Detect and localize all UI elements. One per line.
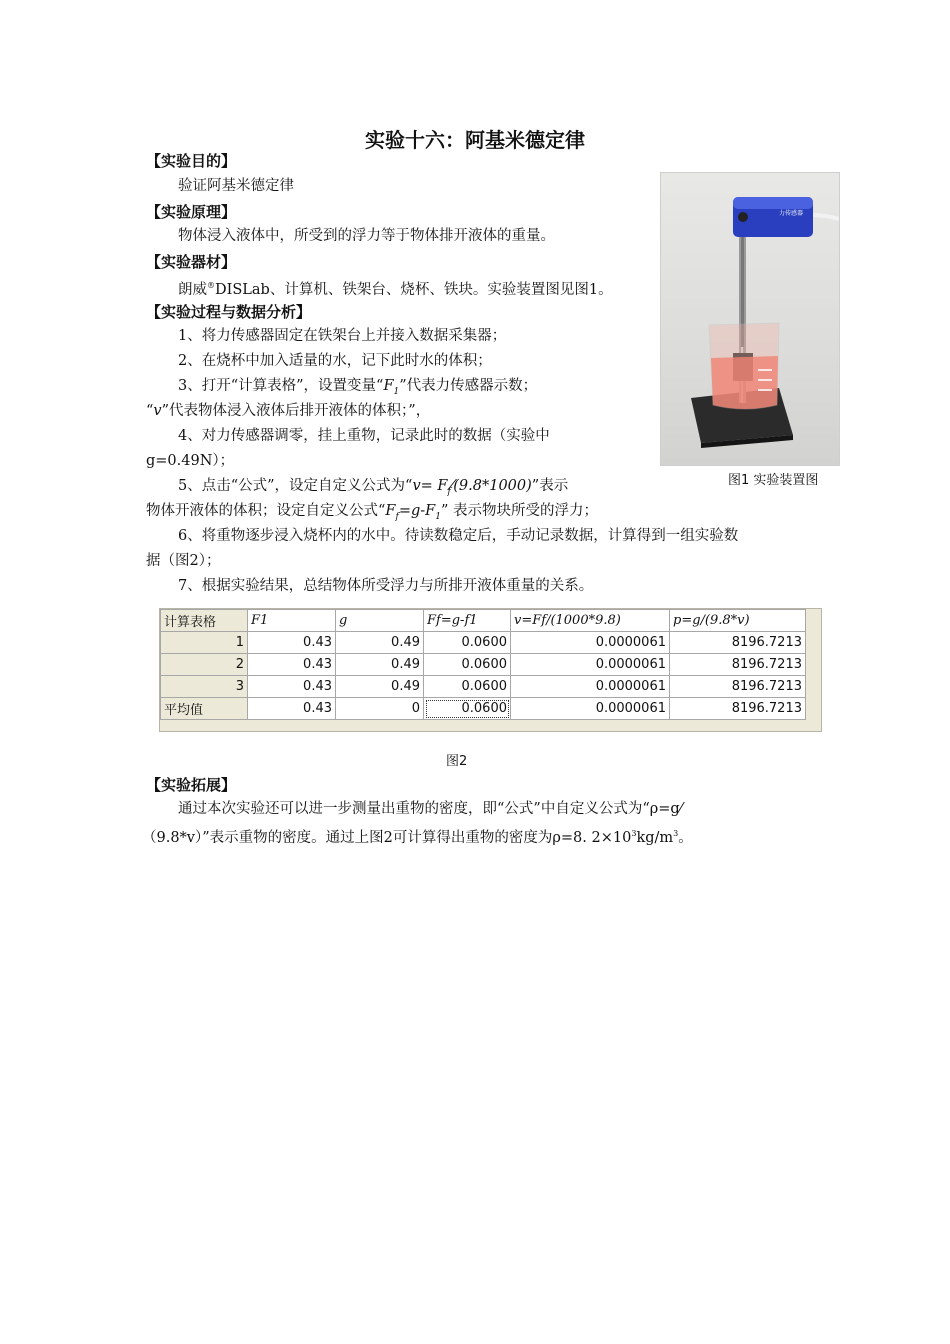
figure2-caption: 图2 (446, 754, 468, 769)
calc-table (160, 609, 806, 720)
table-header-cell[interactable]: Ff=g-f1 (424, 610, 511, 632)
table-cell-selected[interactable]: 0.0600 (424, 698, 511, 720)
section-heading-procedure: 【实验过程与数据分析】 (146, 303, 312, 321)
step-3: 3、打开“计算表格”，设置变量“$F_1$”代表力传感器示数； (178, 378, 538, 397)
row-label: 2 (161, 654, 248, 676)
table-cell[interactable]: 0.0600 (424, 632, 511, 654)
step-2: 2、在烧杯中加入适量的水，记下此时水的体积； (178, 353, 492, 369)
table-cell[interactable]: 8196.7213 (670, 676, 806, 698)
table-cell[interactable]: 8196.7213 (670, 654, 806, 676)
table-cell[interactable]: 0.0000061 (511, 632, 670, 654)
step-4-continued: g=0.49N）； (146, 453, 235, 469)
section-heading-extension: 【实验拓展】 (146, 776, 237, 794)
apparatus-illustration (661, 173, 839, 465)
purpose-text: 验证阿基米德定律 (178, 178, 294, 194)
table-header-cell[interactable]: F1 (248, 610, 336, 632)
table-cell[interactable]: 0.49 (336, 676, 424, 698)
section-heading-purpose: 【实验目的】 (146, 152, 237, 170)
step-1: 1、将力传感器固定在铁架台上并接入数据采集器； (178, 328, 507, 344)
table-cell[interactable]: 0.49 (336, 654, 424, 676)
table-header-row (161, 610, 806, 632)
table-cell[interactable]: 8196.7213 (670, 632, 806, 654)
table-cell[interactable]: 0.0600 (424, 654, 511, 676)
calc-table-window (159, 608, 822, 732)
equipment-text: 朗威®DISLab、计算机、铁架台、烧杯、铁块。实验装置图见图1。 (178, 281, 613, 298)
table-cell[interactable]: 0.0000061 (511, 676, 670, 698)
table-cell[interactable]: 0.43 (248, 698, 336, 720)
table-row-average (161, 698, 806, 720)
table-cell[interactable]: 0.43 (248, 676, 336, 698)
table-cell[interactable]: 0.43 (248, 632, 336, 654)
extension-text-line1: 通过本次实验还可以进一步测量出重物的密度，即“公式”中自定义公式为“ρ=g⁄ (178, 801, 683, 817)
step-5-continued: 物体开液体的体积；设定自定义公式“$F_f=g-F_1$” 表示物块所受的浮力； (146, 503, 598, 522)
row-label: 3 (161, 676, 248, 698)
step-5: 5、点击“公式”，设定自定义公式为“$v= F_f⁄(9.8*1000)$”表示 (178, 478, 569, 497)
table-row (161, 654, 806, 676)
table-cell[interactable]: 0.0000061 (511, 654, 670, 676)
table-row (161, 632, 806, 654)
page-title: 实验十六：阿基米德定律 (365, 128, 585, 152)
step-6: 6、将重物逐步浸入烧杯内的水中。待读数稳定后，手动记录数据，计算得到一组实验数 (178, 528, 739, 544)
section-heading-principle: 【实验原理】 (146, 203, 237, 221)
section-heading-equipment: 【实验器材】 (146, 253, 237, 271)
figure1-caption: 图1 实验装置图 (728, 473, 819, 488)
row-label: 平均值 (161, 698, 248, 720)
table-cell[interactable]: 8196.7213 (670, 698, 806, 720)
table-cell[interactable]: 0.0600 (424, 676, 511, 698)
table-cell[interactable]: 0.43 (248, 654, 336, 676)
table-header-cell[interactable]: g (336, 610, 424, 632)
row-label: 1 (161, 632, 248, 654)
table-cell[interactable]: 0.49 (336, 632, 424, 654)
table-header-cell[interactable]: v=Ff/(1000*9.8) (511, 610, 670, 632)
table-row (161, 676, 806, 698)
table-corner-cell: 计算表格 (161, 610, 248, 632)
step-7: 7、根据实验结果，总结物体所受浮力与所排开液体重量的关系。 (178, 578, 594, 594)
table-cell[interactable]: 0 (336, 698, 424, 720)
principle-text: 物体浸入液体中，所受到的浮力等于物体排开液体的重量。 (178, 228, 555, 244)
step-6-continued: 据（图2）； (146, 553, 221, 569)
sensor-label: 力传感器 (779, 210, 804, 217)
step-3-continued: “v”代表物体浸入液体后排开液体的体积；”， (146, 403, 431, 419)
step-4: 4、对力传感器调零，挂上重物，记录此时的数据（实验中 (178, 428, 550, 444)
table-header-cell[interactable]: p=g/(9.8*v) (670, 610, 806, 632)
extension-text-line2: （9.8*v）”表示重物的密度。通过上图2可计算得出重物的密度为ρ=8. $2\times 10^3kg/m^3$。 (142, 829, 693, 846)
apparatus-photo (660, 172, 840, 466)
liquid (711, 356, 778, 409)
table-cell[interactable]: 0.0000061 (511, 698, 670, 720)
